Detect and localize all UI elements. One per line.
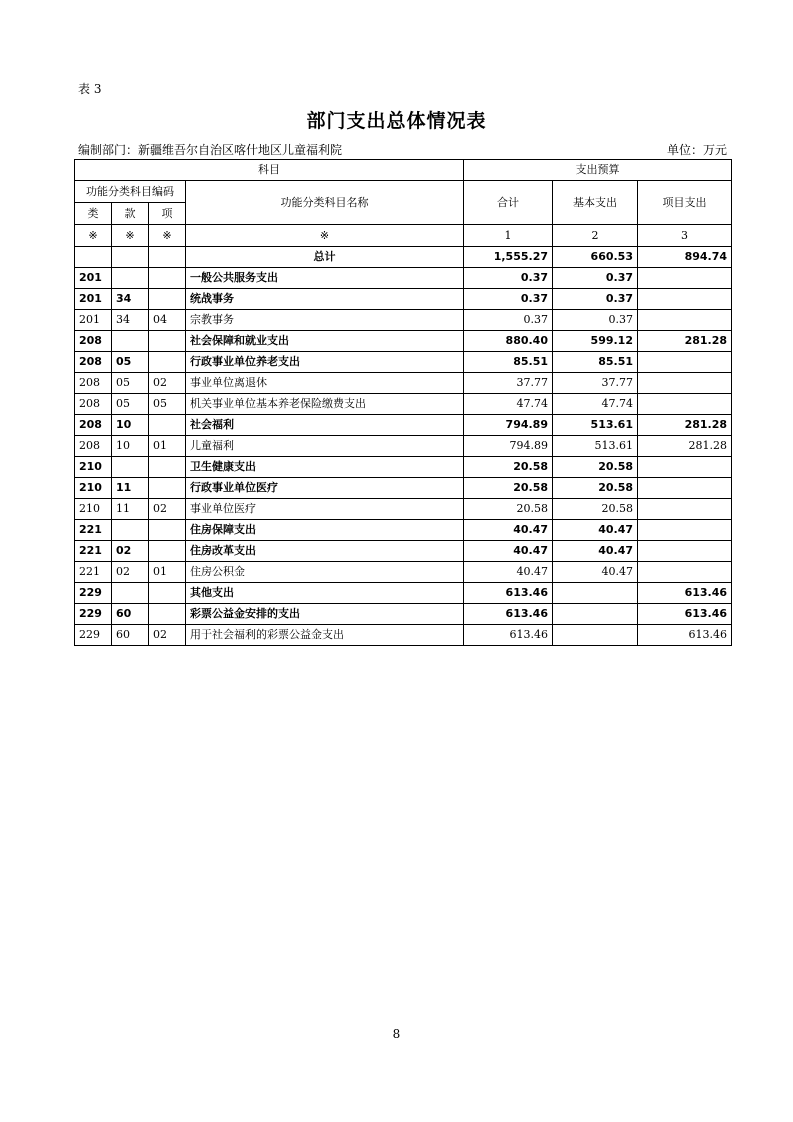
subject-name: 事业单位医疗 (186, 499, 464, 520)
code-xiang: 02 (149, 373, 186, 394)
table-row (75, 562, 732, 583)
code-kuan: 05 (112, 373, 149, 394)
subject-name: 事业单位离退休 (186, 373, 464, 394)
amount-basic: 20.58 (553, 478, 638, 499)
amount-basic: 40.47 (553, 520, 638, 541)
code-xiang (149, 352, 186, 373)
code-xiang: 05 (149, 394, 186, 415)
table-row (75, 289, 732, 310)
code-xiang (149, 457, 186, 478)
code-lei: 229 (75, 583, 112, 604)
amount-project: 281.28 (638, 436, 732, 457)
table-row (75, 352, 732, 373)
page-number: 8 (392, 1027, 401, 1041)
amount-basic (553, 625, 638, 646)
amount-project (638, 289, 732, 310)
header-subject-name: 功能分类科目名称 (186, 181, 464, 225)
table-row (75, 436, 732, 457)
subject-name: 统战事务 (186, 289, 464, 310)
code-lei: 210 (75, 478, 112, 499)
amount-project: 613.46 (638, 604, 732, 625)
total-amount: 1,555.27 (464, 247, 553, 268)
code-lei: 210 (75, 457, 112, 478)
code-kuan: 05 (112, 352, 149, 373)
code-kuan (112, 583, 149, 604)
amount-total: 40.47 (464, 541, 553, 562)
code-lei: 201 (75, 289, 112, 310)
table-row (75, 394, 732, 415)
amount-basic: 47.74 (553, 394, 638, 415)
subject-name: 行政事业单位养老支出 (186, 352, 464, 373)
code-kuan (112, 331, 149, 352)
amount-total: 85.51 (464, 352, 553, 373)
code-lei: 221 (75, 541, 112, 562)
total-label: 总计 (186, 247, 464, 268)
mark-xiang: ※ (149, 225, 186, 247)
total-row (75, 247, 732, 268)
amount-basic: 20.58 (553, 457, 638, 478)
subject-name: 社会保障和就业支出 (186, 331, 464, 352)
amount-total: 880.40 (464, 331, 553, 352)
subject-name: 住房改革支出 (186, 541, 464, 562)
amount-project (638, 520, 732, 541)
code-xiang (149, 604, 186, 625)
table-row (75, 457, 732, 478)
code-xiang: 01 (149, 562, 186, 583)
subject-name: 社会福利 (186, 415, 464, 436)
header-subject: 科目 (75, 160, 464, 181)
compiling-department: 编制部门：新疆维吾尔自治区喀什地区儿童福利院 (78, 143, 343, 157)
code-kuan: 60 (112, 625, 149, 646)
header-budget: 支出预算 (464, 160, 732, 181)
amount-project (638, 562, 732, 583)
code-xiang (149, 331, 186, 352)
header-basic: 基本支出 (553, 181, 638, 225)
table-row (75, 604, 732, 625)
table-row (75, 373, 732, 394)
total-basic: 660.53 (553, 247, 638, 268)
table-row (75, 520, 732, 541)
code-xiang (149, 583, 186, 604)
header-kuan: 款 (112, 203, 149, 225)
amount-project (638, 457, 732, 478)
amount-basic: 599.12 (553, 331, 638, 352)
table-row (75, 583, 732, 604)
amount-basic: 0.37 (553, 289, 638, 310)
table-label: 表 3 (78, 82, 102, 96)
code-kuan: 11 (112, 478, 149, 499)
mark-name: ※ (186, 225, 464, 247)
code-lei: 208 (75, 373, 112, 394)
code-kuan: 34 (112, 289, 149, 310)
amount-total: 613.46 (464, 583, 553, 604)
col-index-3: 3 (638, 225, 732, 247)
amount-project (638, 268, 732, 289)
code-xiang (149, 268, 186, 289)
code-xiang: 02 (149, 625, 186, 646)
unit-label: 单位：万元 (666, 143, 727, 157)
code-lei: 208 (75, 415, 112, 436)
code-xiang: 01 (149, 436, 186, 457)
code-xiang (149, 415, 186, 436)
mark-kuan: ※ (112, 225, 149, 247)
subject-name: 一般公共服务支出 (186, 268, 464, 289)
amount-basic: 0.37 (553, 268, 638, 289)
amount-total: 40.47 (464, 520, 553, 541)
subject-name: 用于社会福利的彩票公益金支出 (186, 625, 464, 646)
amount-total: 0.37 (464, 289, 553, 310)
table-row (75, 625, 732, 646)
amount-total: 0.37 (464, 310, 553, 331)
amount-total: 794.89 (464, 415, 553, 436)
subject-name: 机关事业单位基本养老保险缴费支出 (186, 394, 464, 415)
code-lei: 201 (75, 310, 112, 331)
amount-project: 281.28 (638, 331, 732, 352)
amount-total: 47.74 (464, 394, 553, 415)
table-row (75, 478, 732, 499)
amount-total: 37.77 (464, 373, 553, 394)
amount-project (638, 478, 732, 499)
amount-total: 613.46 (464, 625, 553, 646)
subject-name: 彩票公益金安排的支出 (186, 604, 464, 625)
amount-basic (553, 604, 638, 625)
total-xiang (149, 247, 186, 268)
amount-total: 794.89 (464, 436, 553, 457)
code-lei: 208 (75, 436, 112, 457)
code-lei: 208 (75, 394, 112, 415)
subject-name: 住房保障支出 (186, 520, 464, 541)
amount-project: 613.46 (638, 583, 732, 604)
subject-name: 其他支出 (186, 583, 464, 604)
amount-total: 0.37 (464, 268, 553, 289)
code-kuan (112, 457, 149, 478)
expenditure-table (74, 159, 732, 646)
mark-lei: ※ (75, 225, 112, 247)
amount-basic: 513.61 (553, 436, 638, 457)
header-total: 合计 (464, 181, 553, 225)
amount-project (638, 541, 732, 562)
code-lei: 208 (75, 331, 112, 352)
amount-basic (553, 583, 638, 604)
amount-basic: 513.61 (553, 415, 638, 436)
table-row (75, 268, 732, 289)
amount-basic: 20.58 (553, 499, 638, 520)
amount-basic: 85.51 (553, 352, 638, 373)
table-row (75, 415, 732, 436)
code-xiang (149, 478, 186, 499)
code-kuan (112, 268, 149, 289)
amount-project (638, 394, 732, 415)
code-xiang (149, 289, 186, 310)
amount-total: 20.58 (464, 499, 553, 520)
code-kuan: 10 (112, 415, 149, 436)
col-index-1: 1 (464, 225, 553, 247)
code-kuan: 02 (112, 562, 149, 583)
amount-project (638, 373, 732, 394)
amount-basic: 40.47 (553, 541, 638, 562)
amount-project (638, 310, 732, 331)
table-row (75, 310, 732, 331)
subject-name: 宗教事务 (186, 310, 464, 331)
code-kuan: 11 (112, 499, 149, 520)
page-title: 部门支出总体情况表 (306, 110, 487, 132)
col-index-2: 2 (553, 225, 638, 247)
code-xiang: 02 (149, 499, 186, 520)
header-project: 项目支出 (638, 181, 732, 225)
table-row (75, 541, 732, 562)
code-xiang (149, 541, 186, 562)
amount-basic: 37.77 (553, 373, 638, 394)
subject-name: 儿童福利 (186, 436, 464, 457)
subject-name: 卫生健康支出 (186, 457, 464, 478)
code-lei: 229 (75, 604, 112, 625)
header-code-group: 功能分类科目编码 (75, 181, 186, 203)
code-kuan: 02 (112, 541, 149, 562)
header-xiang: 项 (149, 203, 186, 225)
amount-total: 613.46 (464, 604, 553, 625)
total-lei (75, 247, 112, 268)
total-kuan (112, 247, 149, 268)
amount-total: 40.47 (464, 562, 553, 583)
table-row (75, 331, 732, 352)
amount-project: 281.28 (638, 415, 732, 436)
amount-project (638, 499, 732, 520)
code-lei: 221 (75, 520, 112, 541)
code-xiang: 04 (149, 310, 186, 331)
amount-basic: 40.47 (553, 562, 638, 583)
code-lei: 201 (75, 268, 112, 289)
code-kuan (112, 520, 149, 541)
code-kuan: 05 (112, 394, 149, 415)
code-kuan: 60 (112, 604, 149, 625)
code-lei: 208 (75, 352, 112, 373)
subject-name: 住房公积金 (186, 562, 464, 583)
amount-total: 20.58 (464, 457, 553, 478)
header-lei: 类 (75, 203, 112, 225)
subject-name: 行政事业单位医疗 (186, 478, 464, 499)
code-lei: 229 (75, 625, 112, 646)
amount-basic: 0.37 (553, 310, 638, 331)
code-kuan: 34 (112, 310, 149, 331)
total-project: 894.74 (638, 247, 732, 268)
table-row (75, 499, 732, 520)
code-lei: 210 (75, 499, 112, 520)
amount-total: 20.58 (464, 478, 553, 499)
amount-project (638, 352, 732, 373)
code-kuan: 10 (112, 436, 149, 457)
code-xiang (149, 520, 186, 541)
code-lei: 221 (75, 562, 112, 583)
amount-project: 613.46 (638, 625, 732, 646)
